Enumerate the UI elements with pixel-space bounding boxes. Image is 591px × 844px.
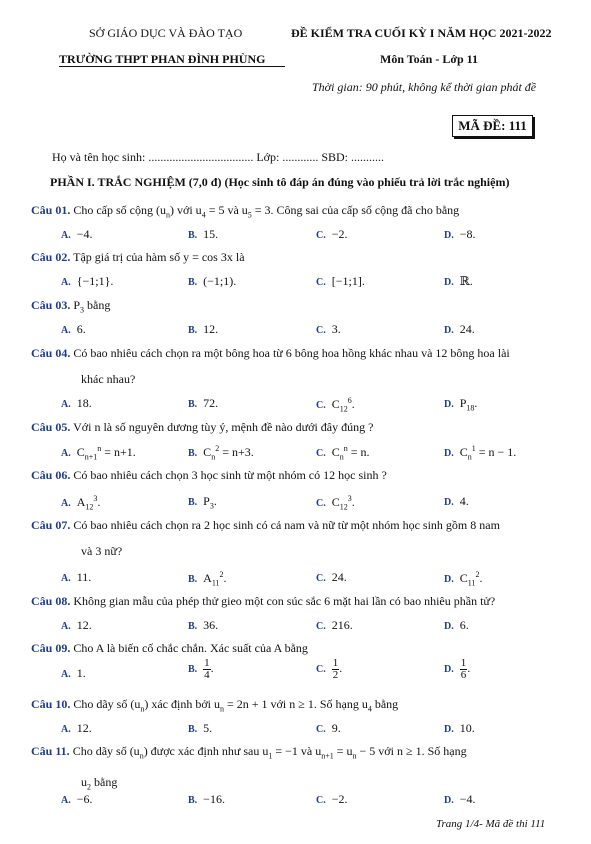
option-d[interactable] [444, 792, 476, 807]
option-a[interactable] [61, 494, 100, 511]
option-value: $A_{12}^3$. [76, 494, 101, 512]
options-row [0, 618, 591, 632]
option-value: $C_{12}^3$. [331, 494, 355, 512]
option-value: $C_n^n = n$. [331, 444, 370, 462]
options-row [0, 227, 591, 241]
option-letter: C. [316, 277, 326, 288]
option-value: 4. [459, 494, 469, 508]
option-letter: A. [61, 573, 71, 584]
option-value: 15. [203, 227, 219, 241]
option-value: (−1;1). [203, 274, 237, 288]
option-letter: D. [444, 325, 454, 336]
options-row [0, 792, 591, 806]
option-a[interactable] [61, 570, 91, 585]
question-text: Có bao nhiêu cách chọn ra một bông hoa từ 6 bông hoa hồng khác nhau và 12 bông hoa lài [70, 346, 510, 360]
question-text: Tập giá trị của hàm số y = cos 3x là [70, 250, 245, 264]
option-d[interactable] [444, 444, 516, 461]
option-value: 6. [76, 322, 86, 336]
option-letter: A. [61, 399, 71, 410]
option-value: −4. [76, 227, 93, 241]
option-value: $\frac{1}{2}$ . [332, 657, 343, 681]
option-value: $C_n^1 = n - 1$. [459, 444, 517, 462]
question-8 [31, 594, 561, 608]
question-text: Cho dãy số $(u_n)$ xác định bởi $u_n = 2n + 1$ với n ≥ 1. Số hạng $u_4$ bằng [70, 697, 399, 714]
question-number: Câu 02. [31, 250, 71, 264]
option-value: 12. [76, 721, 92, 735]
option-a[interactable] [61, 721, 92, 736]
option-letter: A. [61, 669, 71, 680]
option-value: $P_3$. [203, 494, 217, 511]
exam-title: ĐỀ KIỂM TRA CUỐI KỲ I NĂM HỌC 2021-2022 [291, 26, 552, 40]
question-text: Có bao nhiêu cách chọn 3 học sinh từ một nhóm có 12 học sinh ? [70, 468, 387, 482]
option-c[interactable] [316, 396, 355, 413]
option-a[interactable] [61, 227, 93, 242]
option-d[interactable] [444, 396, 477, 412]
question-text: Không gian mẫu của phép thử gieo một con súc sắc 6 mặt hai lần có bao nhiêu phần tử? [70, 594, 496, 608]
option-value: {−1;1}. [76, 274, 114, 288]
question-number: Câu 07. [31, 518, 71, 532]
option-c[interactable] [316, 658, 342, 681]
option-letter: C. [316, 448, 326, 459]
question-7 [31, 518, 561, 558]
option-d[interactable] [444, 658, 470, 681]
question-5 [31, 420, 561, 434]
question-text: Có bao nhiêu cách chọn ra 2 học sinh có cả nam và nữ từ một nhóm học sinh gồm 8 nam [70, 518, 500, 532]
option-letter: A. [61, 230, 71, 241]
option-letter: C. [316, 724, 326, 735]
question-number: Câu 10. [31, 697, 71, 711]
option-letter: D. [444, 724, 454, 735]
option-value: $C_n^2 = n+3$. [203, 444, 254, 462]
option-c[interactable] [316, 322, 341, 337]
option-b[interactable] [188, 494, 217, 510]
option-a[interactable] [61, 322, 86, 337]
option-value: −8. [459, 227, 476, 241]
option-letter: D. [444, 399, 454, 410]
option-letter: A. [61, 277, 71, 288]
option-letter: B. [188, 230, 198, 241]
option-value: [−1;1]. [331, 274, 365, 288]
question-text: Cho cấp số cộng $(u_n)$ với $u_4 = 5$ và $u_5 = 3$. Công sai của cấp số cộng đã cho bằng [70, 203, 460, 220]
question-number: Câu 09. [31, 641, 71, 655]
option-letter: C. [316, 621, 326, 632]
page-footer: Trang 1/4- Mã đề thi 111 [436, 818, 546, 830]
option-value: 11. [76, 570, 92, 584]
option-value: 24. [459, 322, 475, 336]
option-b[interactable] [188, 274, 236, 289]
option-value: 72. [203, 396, 219, 410]
option-c[interactable] [316, 227, 348, 242]
option-letter: D. [444, 448, 454, 459]
option-a[interactable] [61, 792, 93, 807]
options-row [0, 721, 591, 735]
option-letter: B. [188, 399, 198, 410]
option-letter: D. [444, 795, 454, 806]
question-text: Với n là số nguyên dương tùy ý, mệnh đề nào dưới đây đúng ? [70, 420, 374, 434]
option-letter: A. [61, 724, 71, 735]
question-number: Câu 05. [31, 420, 71, 434]
option-c[interactable] [316, 570, 347, 585]
school-underline [59, 66, 285, 67]
option-d[interactable] [444, 721, 475, 736]
subject: Môn Toán - Lớp 11 [380, 52, 479, 66]
option-letter: A. [61, 498, 71, 509]
option-letter: D. [444, 621, 454, 632]
option-letter: C. [316, 400, 326, 411]
question-number: Câu 11. [31, 744, 70, 758]
question-text: $P_3$ bằng [70, 298, 111, 315]
option-b[interactable] [188, 322, 218, 337]
option-letter: D. [444, 574, 454, 585]
question-9 [31, 641, 561, 655]
option-letter: B. [188, 574, 198, 585]
option-value: 12. [203, 322, 219, 336]
question-number: Câu 01. [31, 203, 71, 217]
option-a[interactable] [61, 666, 86, 681]
option-d[interactable] [444, 274, 473, 289]
option-c[interactable] [316, 792, 348, 807]
question-text: Cho dãy số $(u_n)$ được xác định như sau $u_1 = -1$ và $u_{n+1} = u_n - 5$ với n ≥ 1. Số hạng [69, 744, 467, 761]
option-c[interactable] [316, 444, 370, 461]
student-info-line: Họ và tên học sinh: ................................... Lớp: ............ SBD: ........... [52, 150, 385, 164]
option-letter: B. [188, 664, 198, 676]
option-value: 36. [203, 618, 219, 632]
question-11 [31, 744, 561, 795]
option-b[interactable] [188, 721, 212, 736]
option-d[interactable] [444, 618, 469, 633]
option-value: 18. [76, 396, 92, 410]
option-d[interactable] [444, 570, 482, 587]
question-number: Câu 08. [31, 594, 71, 608]
option-letter: C. [316, 325, 326, 336]
option-b[interactable] [188, 570, 227, 587]
question-text-continued: $u_2$ bằng [81, 775, 118, 792]
option-b[interactable] [188, 792, 225, 807]
option-a[interactable] [61, 274, 113, 289]
question-6 [31, 468, 561, 482]
question-3 [31, 298, 561, 317]
option-d[interactable] [444, 322, 475, 337]
option-value: $C_{n+1}^n = n+1$. [76, 444, 136, 462]
option-value: −16. [203, 792, 225, 806]
option-letter: C. [316, 664, 326, 676]
question-number: Câu 06. [31, 468, 71, 482]
option-letter: B. [188, 724, 198, 735]
option-a[interactable] [61, 618, 92, 633]
option-value: $P_{18}$. [459, 396, 478, 413]
option-letter: D. [444, 230, 454, 241]
option-letter: B. [188, 497, 198, 508]
option-letter: C. [316, 230, 326, 241]
option-value: −2. [331, 227, 348, 241]
question-10 [31, 697, 561, 716]
option-b[interactable] [188, 658, 214, 681]
question-number: Câu 03. [31, 298, 71, 312]
question-text: Cho A là biến cố chắc chắn. Xác suất của A bằng [70, 641, 308, 655]
option-d[interactable] [444, 227, 476, 242]
question-number: Câu 04. [31, 346, 71, 360]
option-value: 12. [76, 618, 92, 632]
option-letter: C. [316, 498, 326, 509]
option-value: $\frac{1}{4}$ . [204, 657, 214, 681]
option-value: 10. [459, 721, 475, 735]
question-text-continued: và 3 nữ? [81, 544, 123, 558]
option-letter: A. [61, 325, 71, 336]
option-letter: B. [188, 448, 198, 459]
option-letter: D. [444, 277, 454, 288]
option-value: 1. [76, 666, 86, 680]
option-value: $A_{11}^2$. [203, 570, 227, 588]
option-letter: D. [444, 497, 454, 508]
exam-code: MÃ ĐỀ: 111 [452, 115, 533, 137]
options-row [0, 322, 591, 336]
option-letter: C. [316, 573, 326, 584]
option-value: −6. [76, 792, 93, 806]
option-letter: A. [61, 448, 71, 459]
school-name: TRƯỜNG THPT PHAN ĐÌNH PHÙNG [59, 52, 266, 66]
option-value: 6. [459, 618, 469, 632]
option-value: $C_{12}^6$. [331, 396, 355, 414]
question-1 [31, 203, 561, 222]
question-4 [31, 346, 561, 386]
option-value: 24. [331, 570, 347, 584]
option-b[interactable] [188, 396, 218, 411]
option-c[interactable] [316, 721, 341, 736]
option-value: 5. [203, 721, 213, 735]
option-value: 9. [331, 721, 341, 735]
option-value: 216. [331, 618, 353, 632]
option-letter: B. [188, 795, 198, 806]
option-c[interactable] [316, 618, 353, 633]
option-letter: B. [188, 277, 198, 288]
option-d[interactable] [444, 494, 469, 509]
exam-time: Thời gian: 90 phút, không kể thời gian phát đề [312, 80, 537, 94]
option-value: −2. [331, 792, 348, 806]
option-letter: C. [316, 795, 326, 806]
option-letter: B. [188, 621, 198, 632]
option-a[interactable] [61, 444, 136, 461]
options-row [0, 396, 591, 414]
option-c[interactable] [316, 494, 355, 511]
options-row [0, 444, 591, 462]
option-value: −4. [459, 792, 476, 806]
option-c[interactable] [316, 274, 365, 289]
options-row [0, 494, 591, 512]
options-row [0, 274, 591, 288]
option-letter: D. [444, 664, 454, 676]
option-letter: A. [61, 621, 71, 632]
option-value: $\frac{1}{6}$ . [460, 657, 471, 681]
option-letter: B. [188, 325, 198, 336]
option-value: ℝ. [459, 274, 473, 288]
options-row [0, 570, 591, 588]
question-2 [31, 250, 561, 264]
option-value: $C_{11}^2$. [459, 570, 483, 588]
options-row [0, 657, 591, 681]
option-b[interactable] [188, 227, 218, 242]
option-value: 3. [331, 322, 341, 336]
option-b[interactable] [188, 618, 218, 633]
option-b[interactable] [188, 444, 254, 461]
question-text-continued: khác nhau? [81, 372, 136, 386]
department-name: SỞ GIÁO DỤC VÀ ĐÀO TẠO [89, 26, 243, 40]
section-title: PHẦN I. TRẮC NGHIỆM (7,0 đ) (Học sinh tô đáp án đúng vào phiếu trả lời trắc nghiệm) [50, 175, 510, 189]
option-letter: A. [61, 795, 71, 806]
option-a[interactable] [61, 396, 92, 411]
